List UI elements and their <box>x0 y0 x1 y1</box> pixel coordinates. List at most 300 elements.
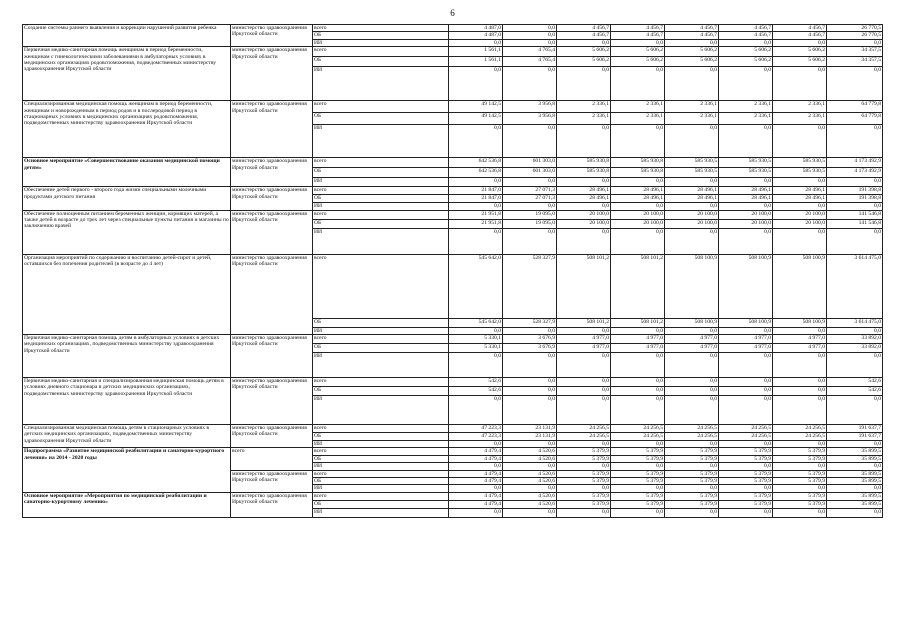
amount-cell: 0,0 <box>719 387 773 396</box>
amount-cell: 35 899,5 <box>827 478 883 485</box>
amount-cell: 0,0 <box>449 463 503 470</box>
amount-cell: 0,0 <box>449 39 503 46</box>
amount-cell: 0,0 <box>773 125 827 158</box>
amount-cell: 542,6 <box>827 387 883 396</box>
funding-source: всего <box>313 47 449 57</box>
amount-cell: 545 642,0 <box>449 318 503 327</box>
amount-cell: 0,0 <box>503 178 557 187</box>
amount-cell: 21 847,0 <box>449 195 503 203</box>
amount-cell: 0,0 <box>611 485 665 492</box>
amount-cell: 5 606,2 <box>773 47 827 57</box>
table-row <box>23 210 883 219</box>
amount-cell: 0,0 <box>719 463 773 470</box>
amount-cell: 4 520,6 <box>503 470 557 477</box>
amount-cell: 4 456,7 <box>665 25 719 32</box>
amount-cell: 0,0 <box>827 485 883 492</box>
amount-cell: 27 071,3 <box>503 195 557 203</box>
amount-cell: 0,0 <box>773 178 827 187</box>
amount-cell: 508 100,9 <box>719 318 773 327</box>
amount-cell: 0,0 <box>557 353 611 378</box>
amount-cell: 4 456,7 <box>557 32 611 39</box>
amount-cell: 4 520,6 <box>503 455 557 462</box>
amount-cell: 542,6 <box>449 387 503 396</box>
funding-source: ИИ <box>313 353 449 378</box>
amount-cell: 0,0 <box>827 441 883 448</box>
funding-source: ОБ <box>313 455 449 462</box>
amount-cell: 0,0 <box>827 463 883 470</box>
amount-cell: 2 336,1 <box>611 101 665 113</box>
amount-cell: 4 977,0 <box>665 335 719 344</box>
amount-cell: 0,0 <box>503 39 557 46</box>
amount-cell: 0,0 <box>773 463 827 470</box>
amount-cell: 0,0 <box>665 508 719 517</box>
table-row <box>23 254 883 318</box>
amount-cell: 28 496,1 <box>773 187 827 195</box>
amount-cell: 4 456,7 <box>611 32 665 39</box>
amount-cell: 4 456,7 <box>611 25 665 32</box>
amount-cell: 0,0 <box>611 353 665 378</box>
amount-cell: 49 142,5 <box>449 101 503 113</box>
amount-cell: 0,0 <box>557 378 611 387</box>
amount-cell: 20 100,0 <box>719 210 773 219</box>
amount-cell: 28 496,1 <box>611 195 665 203</box>
amount-cell: 0,0 <box>719 125 773 158</box>
amount-cell: 528 327,9 <box>503 318 557 327</box>
responsible-executor: министерство здравоохранения Иркутской области <box>231 425 313 448</box>
amount-cell: 0,0 <box>719 485 773 492</box>
amount-cell: 585 930,8 <box>557 168 611 178</box>
amount-cell: 4 456,7 <box>557 25 611 32</box>
amount-cell: 28 496,1 <box>773 195 827 203</box>
amount-cell: 24 256,5 <box>611 433 665 441</box>
amount-cell: 5 379,9 <box>611 448 665 455</box>
amount-cell: 141 546,8 <box>827 219 883 228</box>
activity-name: Подпрограмма «Развитие медицинской реабилитации и санаторно-курортного лечения» на 2014 - 2020 годы <box>23 448 231 492</box>
amount-cell: 33 892,0 <box>827 344 883 353</box>
amount-cell: 24 256,5 <box>773 425 827 433</box>
activity-name: Обеспечение полноценным питанием беременных женщин, кормящих матерей, а также детей в возрасте до трех лет через специальные пункты питания и магазины по заключению врачей <box>23 210 231 254</box>
amount-cell: 64 779,8 <box>827 101 883 113</box>
amount-cell: 508 101,2 <box>611 318 665 327</box>
amount-cell: 4 479,4 <box>449 448 503 455</box>
amount-cell: 0,0 <box>557 228 611 254</box>
amount-cell: 5 379,9 <box>611 455 665 462</box>
amount-cell: 508 101,2 <box>611 254 665 318</box>
amount-cell: 0,0 <box>503 228 557 254</box>
activity-name: Первичная медико-санитарная помощь детям в амбулаторных условиях в детских медицинских организациях, подведомственных министерству здравоохранения Иркутской области <box>23 335 231 378</box>
funding-source: ОБ <box>313 57 449 67</box>
amount-cell: 585 930,5 <box>773 168 827 178</box>
funding-source: ИИ <box>313 327 449 334</box>
amount-cell: 0,0 <box>719 353 773 378</box>
amount-cell: 0,0 <box>827 508 883 517</box>
amount-cell: 585 930,5 <box>665 168 719 178</box>
amount-cell: 34 357,5 <box>827 47 883 57</box>
amount-cell: 0,0 <box>719 378 773 387</box>
amount-cell: 0,0 <box>827 125 883 158</box>
funding-source: ОБ <box>313 478 449 485</box>
funding-source: всего <box>313 335 449 344</box>
responsible-executor: министерство здравоохранения Иркутской области <box>231 378 313 425</box>
amount-cell: 4 977,0 <box>557 344 611 353</box>
amount-cell: 3 956,8 <box>503 101 557 113</box>
funding-source: ИИ <box>313 485 449 492</box>
amount-cell: 2 336,1 <box>773 113 827 125</box>
amount-cell: 47 223,3 <box>449 433 503 441</box>
amount-cell: 0,0 <box>665 396 719 425</box>
amount-cell: 21 847,0 <box>449 187 503 195</box>
amount-cell: 20 100,0 <box>773 210 827 219</box>
amount-cell: 0,0 <box>503 203 557 210</box>
amount-cell: 4 173 492,9 <box>827 158 883 168</box>
funding-source: всего <box>313 187 449 195</box>
amount-cell: 191 637,7 <box>827 425 883 433</box>
amount-cell: 0,0 <box>665 39 719 46</box>
amount-cell: 0,0 <box>611 178 665 187</box>
amount-cell: 5 606,2 <box>557 47 611 57</box>
funding-source: всего <box>313 210 449 219</box>
amount-cell: 4 977,0 <box>557 335 611 344</box>
amount-cell: 0,0 <box>773 203 827 210</box>
amount-cell: 0,0 <box>503 327 557 334</box>
amount-cell: 5 606,2 <box>719 47 773 57</box>
amount-cell: 2 336,1 <box>611 113 665 125</box>
amount-cell: 4 456,7 <box>773 32 827 39</box>
amount-cell: 0,0 <box>665 463 719 470</box>
amount-cell: 4 479,4 <box>449 492 503 500</box>
amount-cell: 0,0 <box>449 67 503 101</box>
amount-cell: 23 131,9 <box>503 425 557 433</box>
amount-cell: 0,0 <box>665 228 719 254</box>
amount-cell: 3 614 475,0 <box>827 254 883 318</box>
amount-cell: 20 100,0 <box>611 219 665 228</box>
table-row <box>23 448 883 455</box>
activity-name: Обеспечение детей первого - второго года жизни специальными молочными продуктами детского питания <box>23 187 231 210</box>
amount-cell: 508 100,9 <box>773 254 827 318</box>
funding-source: ИИ <box>313 39 449 46</box>
amount-cell: 4 977,0 <box>719 335 773 344</box>
amount-cell: 4 479,4 <box>449 500 503 508</box>
amount-cell: 26 770,5 <box>827 32 883 39</box>
amount-cell: 4 765,4 <box>503 47 557 57</box>
amount-cell: 0,0 <box>449 396 503 425</box>
amount-cell: 5 379,9 <box>665 470 719 477</box>
amount-cell: 5 330,1 <box>449 344 503 353</box>
responsible-executor: всего <box>231 448 313 470</box>
amount-cell: 28 496,1 <box>557 187 611 195</box>
table-row <box>23 25 883 32</box>
amount-cell: 508 100,9 <box>773 318 827 327</box>
responsible-executor: министерство здравоохранения Иркутской области <box>231 492 313 517</box>
amount-cell: 0,0 <box>611 39 665 46</box>
amount-cell: 0,0 <box>611 508 665 517</box>
amount-cell: 0,0 <box>773 396 827 425</box>
amount-cell: 4 520,6 <box>503 478 557 485</box>
amount-cell: 0,0 <box>665 67 719 101</box>
amount-cell: 585 930,5 <box>773 158 827 168</box>
amount-cell: 19 095,0 <box>503 210 557 219</box>
responsible-executor: министерство здравоохранения Иркутской области <box>231 187 313 210</box>
amount-cell: 5 379,9 <box>611 492 665 500</box>
amount-cell: 5 379,9 <box>719 478 773 485</box>
amount-cell: 5 330,1 <box>449 335 503 344</box>
amount-cell: 35 899,5 <box>827 470 883 477</box>
responsible-executor: министерство здравоохранения Иркутской области <box>231 470 313 492</box>
amount-cell: 5 379,9 <box>773 470 827 477</box>
amount-cell: 0,0 <box>503 396 557 425</box>
amount-cell: 191 398,8 <box>827 187 883 195</box>
amount-cell: 0,0 <box>665 327 719 334</box>
amount-cell: 24 256,5 <box>611 425 665 433</box>
amount-cell: 4 520,6 <box>503 492 557 500</box>
funding-source: ОБ <box>313 195 449 203</box>
amount-cell: 5 379,9 <box>773 492 827 500</box>
amount-cell: 0,0 <box>665 387 719 396</box>
amount-cell: 5 379,9 <box>557 500 611 508</box>
amount-cell: 0,0 <box>827 327 883 334</box>
amount-cell: 49 142,5 <box>449 113 503 125</box>
activity-name: Основное мероприятие «Совершенствование оказания медицинской помощи детям» <box>23 158 231 187</box>
amount-cell: 508 100,9 <box>665 318 719 327</box>
amount-cell: 5 606,2 <box>665 47 719 57</box>
amount-cell: 0,0 <box>557 463 611 470</box>
amount-cell: 28 496,1 <box>719 187 773 195</box>
amount-cell: 1 561,1 <box>449 47 503 57</box>
funding-source: всего <box>313 25 449 32</box>
amount-cell: 2 336,1 <box>773 101 827 113</box>
amount-cell: 5 379,9 <box>611 470 665 477</box>
amount-cell: 20 100,0 <box>665 219 719 228</box>
responsible-executor: министерство здравоохранения Иркутской области <box>231 25 313 47</box>
amount-cell: 5 606,2 <box>719 57 773 67</box>
amount-cell: 4 977,0 <box>665 344 719 353</box>
amount-cell: 5 379,9 <box>557 448 611 455</box>
amount-cell: 0,0 <box>773 327 827 334</box>
funding-source: ИИ <box>313 67 449 101</box>
amount-cell: 585 930,8 <box>557 158 611 168</box>
table-row <box>23 335 883 344</box>
amount-cell: 24 256,5 <box>665 425 719 433</box>
responsible-executor: министерство здравоохранения Иркутской области <box>231 158 313 187</box>
amount-cell: 4 520,6 <box>503 500 557 508</box>
amount-cell: 4 977,0 <box>773 335 827 344</box>
amount-cell: 4 765,4 <box>503 57 557 67</box>
table-row <box>23 47 883 57</box>
amount-cell: 508 101,2 <box>557 254 611 318</box>
amount-cell: 28 496,1 <box>557 195 611 203</box>
funding-source: всего <box>313 492 449 500</box>
amount-cell: 0,0 <box>503 378 557 387</box>
table-row <box>23 158 883 168</box>
funding-source: ИИ <box>313 203 449 210</box>
funding-source: ОБ <box>313 387 449 396</box>
amount-cell: 0,0 <box>611 327 665 334</box>
amount-cell: 0,0 <box>449 508 503 517</box>
amount-cell: 2 336,1 <box>665 113 719 125</box>
amount-cell: 4 977,0 <box>773 344 827 353</box>
funding-source: ОБ <box>313 219 449 228</box>
amount-cell: 5 379,9 <box>665 448 719 455</box>
table-row <box>23 378 883 387</box>
funding-source: ИИ <box>313 178 449 187</box>
amount-cell: 26 770,5 <box>827 25 883 32</box>
amount-cell: 24 256,5 <box>719 425 773 433</box>
amount-cell: 35 899,5 <box>827 455 883 462</box>
amount-cell: 0,0 <box>557 203 611 210</box>
amount-cell: 0,0 <box>557 178 611 187</box>
amount-cell: 19 095,0 <box>503 219 557 228</box>
amount-cell: 0,0 <box>665 125 719 158</box>
amount-cell: 0,0 <box>719 228 773 254</box>
amount-cell: 0,0 <box>611 378 665 387</box>
amount-cell: 0,0 <box>449 203 503 210</box>
responsible-executor: министерство здравоохранения Иркутской области <box>231 335 313 378</box>
amount-cell: 20 100,0 <box>557 219 611 228</box>
amount-cell: 0,0 <box>827 228 883 254</box>
amount-cell: 0,0 <box>719 441 773 448</box>
amount-cell: 5 379,9 <box>665 492 719 500</box>
amount-cell: 4 456,7 <box>665 32 719 39</box>
amount-cell: 0,0 <box>503 125 557 158</box>
amount-cell: 0,0 <box>557 327 611 334</box>
amount-cell: 5 379,9 <box>611 478 665 485</box>
amount-cell: 24 256,5 <box>773 433 827 441</box>
amount-cell: 0,0 <box>503 441 557 448</box>
funding-source: ИИ <box>313 228 449 254</box>
amount-cell: 0,0 <box>611 463 665 470</box>
amount-cell: 24 256,5 <box>665 433 719 441</box>
amount-cell: 4 487,0 <box>449 25 503 32</box>
amount-cell: 642 536,8 <box>449 158 503 168</box>
amount-cell: 5 379,9 <box>665 455 719 462</box>
funding-source: ИИ <box>313 508 449 517</box>
amount-cell: 5 379,9 <box>557 470 611 477</box>
funding-source: всего <box>313 254 449 318</box>
amount-cell: 33 892,0 <box>827 335 883 344</box>
amount-cell: 0,0 <box>827 203 883 210</box>
amount-cell: 2 336,1 <box>557 101 611 113</box>
amount-cell: 0,0 <box>827 178 883 187</box>
amount-cell: 0,0 <box>503 485 557 492</box>
amount-cell: 0,0 <box>557 387 611 396</box>
amount-cell: 1 561,1 <box>449 57 503 67</box>
amount-cell: 5 379,9 <box>557 492 611 500</box>
amount-cell: 0,0 <box>503 387 557 396</box>
budget-table-body <box>23 25 883 518</box>
table-row <box>23 101 883 113</box>
amount-cell: 0,0 <box>449 228 503 254</box>
amount-cell: 4 977,0 <box>611 335 665 344</box>
amount-cell: 5 606,2 <box>611 47 665 57</box>
amount-cell: 0,0 <box>773 485 827 492</box>
activity-name: Первичная медико-санитарная помощь женщинам в период беременности, женщинам с гинекологическими заболеваниями в амбулаторных условиях в медицинских организациях родовспоможения, подведомственных министерству здравоохранения Иркутской области <box>23 47 231 101</box>
amount-cell: 5 379,9 <box>611 500 665 508</box>
amount-cell: 0,0 <box>449 327 503 334</box>
amount-cell: 0,0 <box>611 396 665 425</box>
amount-cell: 0,0 <box>557 485 611 492</box>
amount-cell: 23 131,9 <box>503 433 557 441</box>
amount-cell: 3 676,9 <box>503 344 557 353</box>
amount-cell: 0,0 <box>611 387 665 396</box>
amount-cell: 5 606,2 <box>665 57 719 67</box>
amount-cell: 0,0 <box>503 508 557 517</box>
funding-source: всего <box>313 101 449 113</box>
funding-source: ОБ <box>313 500 449 508</box>
amount-cell: 28 496,1 <box>665 195 719 203</box>
amount-cell: 20 100,0 <box>719 219 773 228</box>
amount-cell: 141 546,8 <box>827 210 883 219</box>
amount-cell: 20 100,0 <box>611 210 665 219</box>
amount-cell: 0,0 <box>719 178 773 187</box>
amount-cell: 0,0 <box>557 125 611 158</box>
amount-cell: 3 676,9 <box>503 335 557 344</box>
funding-source: ОБ <box>313 318 449 327</box>
amount-cell: 4 479,4 <box>449 455 503 462</box>
amount-cell: 4 456,7 <box>773 25 827 32</box>
amount-cell: 21 951,8 <box>449 219 503 228</box>
amount-cell: 3 614 475,0 <box>827 318 883 327</box>
amount-cell: 5 379,9 <box>665 500 719 508</box>
amount-cell: 0,0 <box>827 39 883 46</box>
amount-cell: 3 956,8 <box>503 113 557 125</box>
amount-cell: 0,0 <box>503 353 557 378</box>
amount-cell: 5 379,9 <box>557 455 611 462</box>
activity-name: Первичная медико-санитарная и специализированная медицинская помощь детям в условиях дневного стационара в детских медицинских организациях, подведомственных министерству здравоохранения Иркутской области <box>23 378 231 425</box>
amount-cell: 5 379,9 <box>719 500 773 508</box>
funding-source: ОБ <box>313 168 449 178</box>
amount-cell: 0,0 <box>449 178 503 187</box>
amount-cell: 0,0 <box>719 396 773 425</box>
amount-cell: 4 456,7 <box>719 25 773 32</box>
amount-cell: 545 642,0 <box>449 254 503 318</box>
amount-cell: 0,0 <box>557 508 611 517</box>
amount-cell: 4 977,0 <box>719 344 773 353</box>
amount-cell: 542,6 <box>827 378 883 387</box>
amount-cell: 601 303,0 <box>503 158 557 168</box>
amount-cell: 0,0 <box>773 387 827 396</box>
table-row <box>23 492 883 500</box>
amount-cell: 28 496,1 <box>719 195 773 203</box>
amount-cell: 0,0 <box>557 67 611 101</box>
activity-name: Специализированная медицинская помощь детям в стационарных условиях в детских медицинских организациях, подведомственных министерству здравоохранения Иркутской области <box>23 425 231 448</box>
amount-cell: 0,0 <box>773 378 827 387</box>
amount-cell: 5 606,2 <box>773 57 827 67</box>
amount-cell: 0,0 <box>449 485 503 492</box>
funding-source: всего <box>313 378 449 387</box>
amount-cell: 4 173 492,9 <box>827 168 883 178</box>
amount-cell: 0,0 <box>827 396 883 425</box>
amount-cell: 0,0 <box>665 178 719 187</box>
amount-cell: 27 071,3 <box>503 187 557 195</box>
amount-cell: 0,0 <box>665 203 719 210</box>
amount-cell: 0,0 <box>665 485 719 492</box>
amount-cell: 0,0 <box>557 396 611 425</box>
amount-cell: 0,0 <box>827 353 883 378</box>
funding-source: всего <box>313 470 449 477</box>
funding-source: всего <box>313 425 449 433</box>
amount-cell: 0,0 <box>773 441 827 448</box>
amount-cell: 508 100,9 <box>665 254 719 318</box>
amount-cell: 0,0 <box>665 378 719 387</box>
amount-cell: 528 327,9 <box>503 254 557 318</box>
table-row <box>23 425 883 433</box>
amount-cell: 34 357,5 <box>827 57 883 67</box>
amount-cell: 601 303,0 <box>503 168 557 178</box>
activity-name: Основное мероприятие «Мероприятия по медицинской реабилитации и санаторно-курортному лечению» <box>23 492 231 517</box>
amount-cell: 4 487,0 <box>449 32 503 39</box>
responsible-executor: министерство здравоохранения Иркутской области <box>231 210 313 254</box>
funding-source: ИИ <box>313 441 449 448</box>
